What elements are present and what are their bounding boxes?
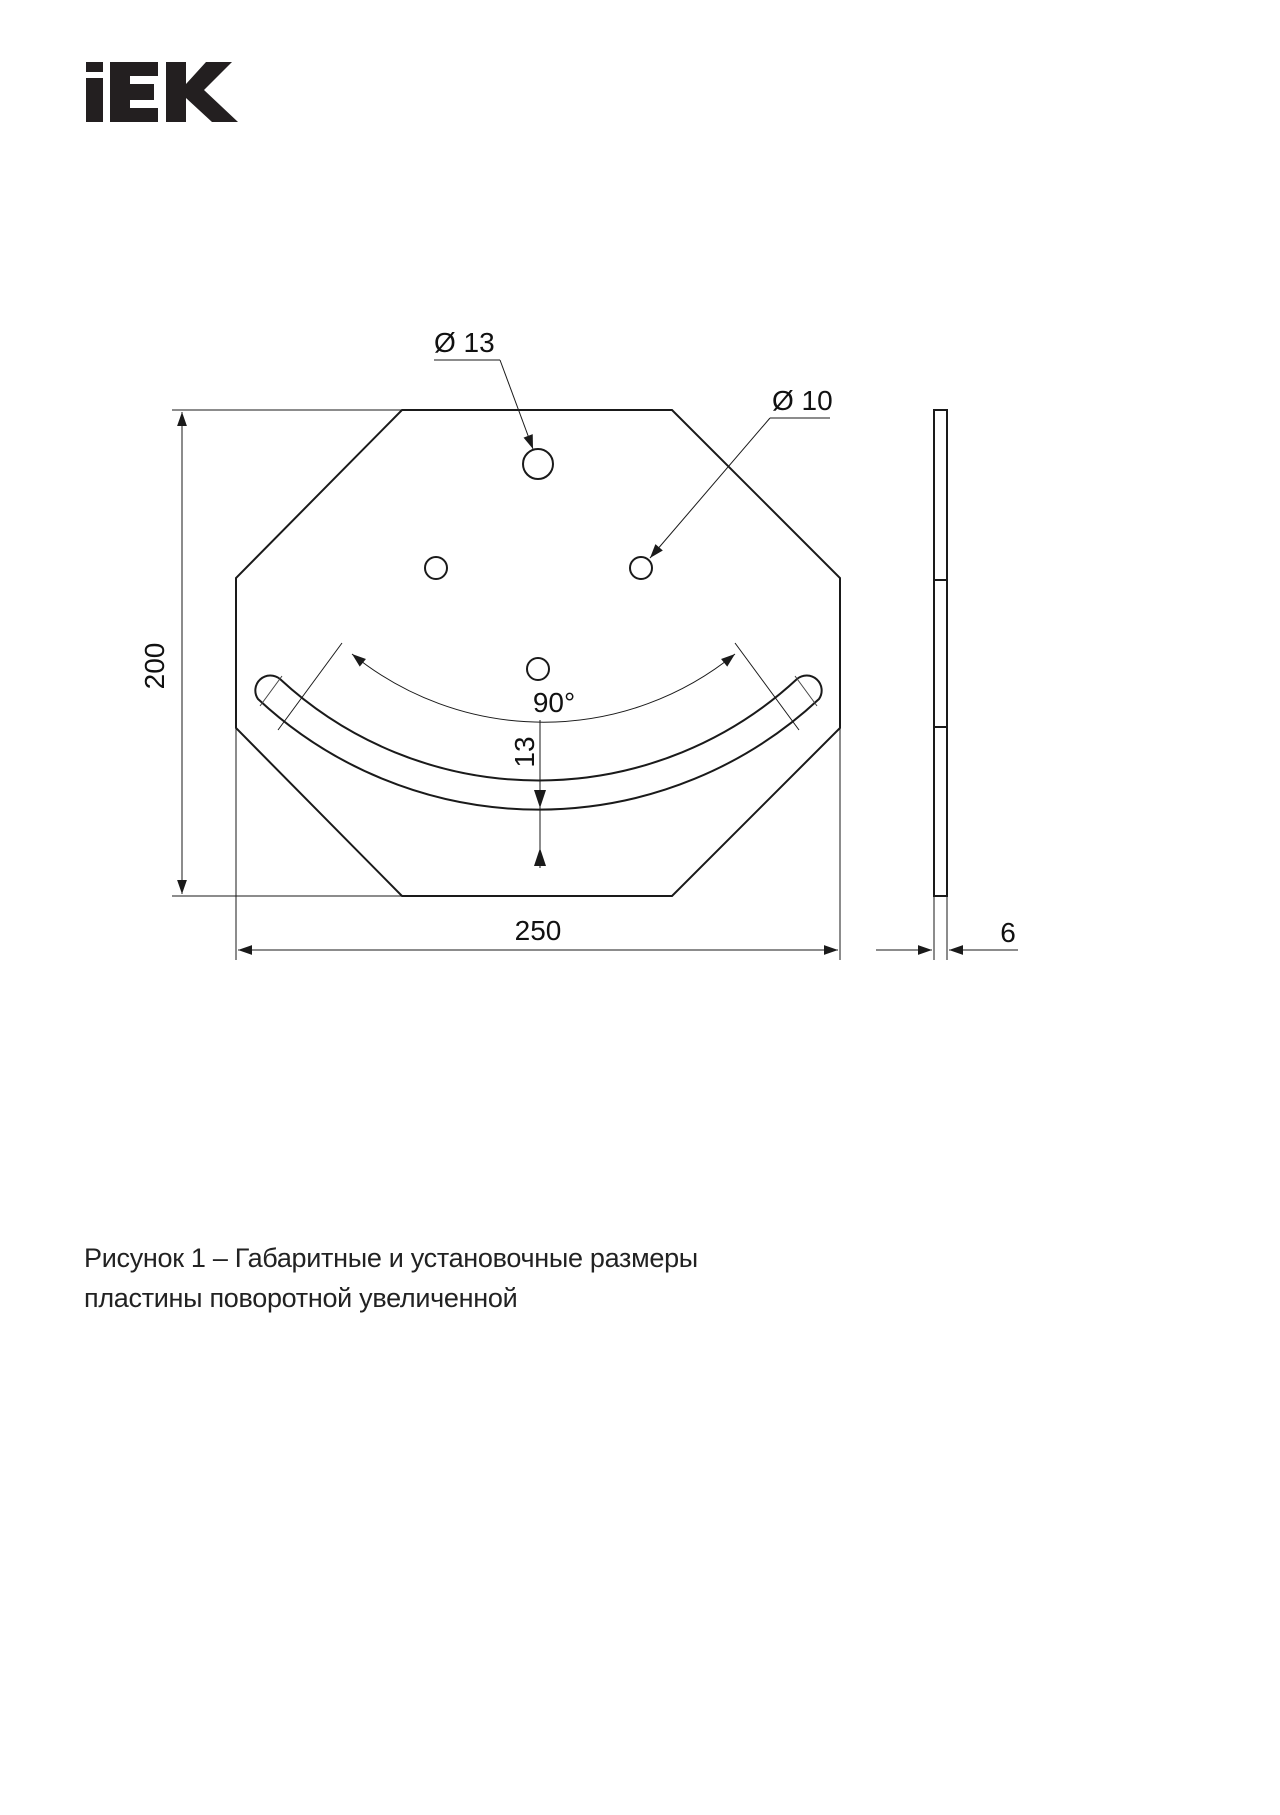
hole-small-left [425,557,447,579]
plate-outline [236,410,840,896]
slot-width-label: 13 [509,736,540,768]
figure-caption [84,1238,884,1318]
hole-large-label: Ø 13 [434,327,495,358]
width-label: 250 [514,915,562,946]
hole-small-center [527,658,549,680]
hole-small-label: Ø 10 [772,385,833,416]
hole-small-right [630,557,652,579]
thickness-label: 6 [1000,917,1016,948]
hole-large-top [523,449,553,479]
slot-end-centerline-left [260,676,282,706]
angle-label: 90° [532,687,576,718]
caption-line-1: Рисунок 1 – Габаритные и установочные размеры [84,1243,698,1273]
slot-width-arrow-top [534,790,546,808]
slot-end-centerline-right [795,676,817,706]
height-label: 200 [139,642,170,690]
hole-large-leader-line [500,360,533,449]
caption-line-2: пластины поворотной увеличенной [84,1283,518,1313]
hole-small-leader-line [650,418,770,558]
plate-side-view [934,410,947,896]
slot-width-arrow-bottom [534,848,546,866]
